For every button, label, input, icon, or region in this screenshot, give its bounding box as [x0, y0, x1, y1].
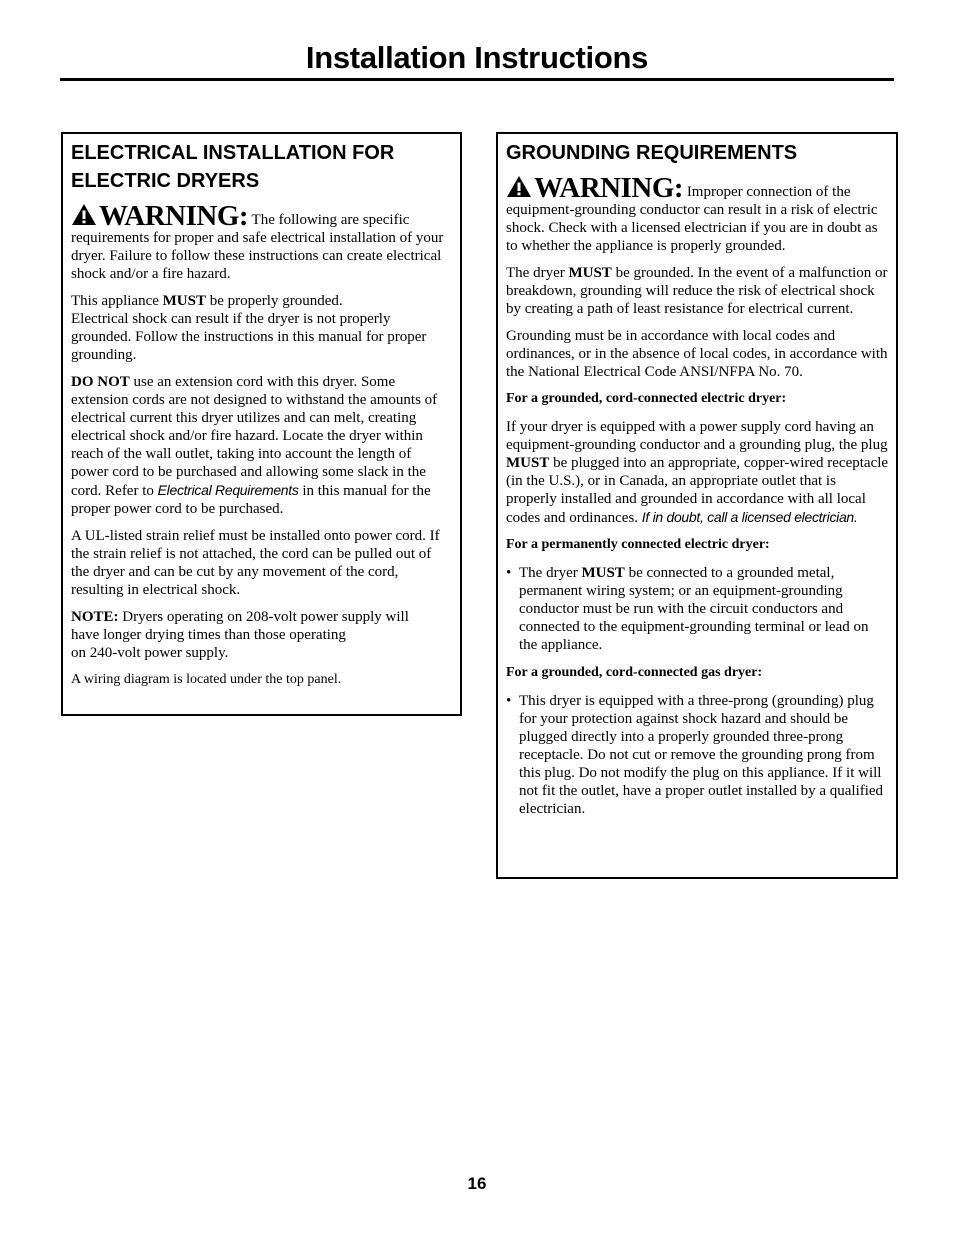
- emphasis: MUST: [581, 565, 625, 581]
- note-label: NOTE:: [71, 609, 119, 625]
- warning-label: WARNING:: [534, 172, 684, 204]
- cord-connected-gas-subheading: For a grounded, cord-connected gas dryer:: [506, 665, 763, 680]
- text: Dryers operating on 208-volt power supply will: [118, 609, 409, 625]
- must-be-grounded-paragraph: [506, 264, 890, 318]
- list-item: • This dryer is equipped with a three-prong (grounding) plug for your protection against shock hazard and should be plugged directly into a properly grounded three-prong receptacle. Do not cut or remove the grounding prong from this plug. Do not modify the plug on this appliance. If it will not fit the outlet, have a proper outlet installed by a qualified electrician.: [506, 692, 890, 818]
- text: Electrical shock can result if the dryer is not properly grounded. Follow the instructions in this manual for proper grounding.: [71, 311, 427, 363]
- text: This appliance: [71, 293, 163, 309]
- text: be plugged into an appropriate, copper-wired receptacle (in the U.S.), or in Canada, an appropriate outlet that is properly installed and grounded in accordance with all local codes and ordinances.: [506, 455, 889, 526]
- emphasis: MUST: [506, 455, 550, 471]
- warning-paragraph: [71, 200, 452, 283]
- grounding-paragraph: [71, 292, 452, 364]
- note-paragraph: [71, 608, 452, 662]
- advice-text: If in doubt, call a licensed electrician.: [641, 509, 858, 525]
- heading-line-1: ELECTRICAL INSTALLATION FOR: [71, 142, 395, 164]
- page-title: Installation Instructions: [60, 40, 894, 81]
- permanently-connected-subheading: For a permanently connected electric dryer:: [506, 537, 770, 552]
- page-number: 16: [467, 1174, 487, 1193]
- emphasis: DO NOT: [71, 374, 130, 390]
- text: on 240-volt power supply.: [71, 645, 229, 661]
- electrical-installation-panel: [61, 132, 462, 716]
- gas-dryer-list: [506, 692, 890, 818]
- text: be properly grounded.: [205, 293, 343, 309]
- cord-connected-paragraph: [506, 418, 890, 527]
- strain-relief-paragraph: A UL-listed strain relief must be installed onto power cord. If the strain relief is not attached, the cord can be pulled out of the dryer and can be cut by any movement of the cord, resulting in electrical shock.: [71, 528, 440, 598]
- permanently-connected-list: [506, 564, 890, 654]
- extension-cord-paragraph: [71, 373, 452, 518]
- text: use an extension cord with this dryer. Some extension cords are not designed to withstand the amounts of electrical current this dryer utilizes and can melt, creating electrical shock and/or fire hazard. Locate the dryer within reach of the wall outlet, taking into account the length of power cord to be purchased and allowing some slack in the cord. Refer to: [71, 374, 438, 499]
- heading-line-2: ELECTRIC DRYERS: [71, 170, 260, 192]
- warning-triangle-icon: [506, 175, 532, 198]
- warning-text: Improper connection of the equipment-grounding conductor can result in a risk of electric shock. Check with a licensed electrician if you are in doubt as to whether the appliance is properly grounded.: [506, 184, 878, 254]
- text: The dryer: [519, 565, 582, 581]
- text: The dryer: [506, 265, 569, 281]
- grounding-requirements-panel: [496, 132, 898, 879]
- text: be grounded. In the event of a malfunction or breakdown, grounding will reduce the risk of electrical shock by creating a path of least resistance for electrical current.: [506, 265, 888, 317]
- text: in this manual for the proper power cord to be purchased.: [71, 483, 431, 517]
- cross-reference: Electrical Requirements: [157, 482, 299, 498]
- text: If your dryer is equipped with a power supply cord having an equipment-grounding conductor and a grounding plug, the plug: [506, 419, 888, 453]
- text: have longer drying times than those operating: [71, 627, 346, 643]
- warning-label: WARNING:: [99, 200, 249, 232]
- emphasis: MUST: [568, 265, 612, 281]
- codes-paragraph: Grounding must be in accordance with local codes and ordinances, or in the absence of local codes, in accordance with the National Electrical Code ANSI/NFPA No. 70.: [506, 328, 888, 380]
- warning-triangle-icon: [71, 203, 97, 226]
- electrical-installation-heading: [71, 139, 452, 195]
- list-item: [506, 564, 890, 654]
- cord-connected-electric-subheading: For a grounded, cord-connected electric dryer:: [506, 391, 787, 406]
- warning-text: The following are specific requirements for proper and safe electrical installation of your dryer. Failure to follow these instructions can create electrical shock and/or a fire hazard.: [71, 212, 444, 282]
- grounding-requirements-heading: GROUNDING REQUIREMENTS: [506, 142, 798, 164]
- wiring-diagram-paragraph: A wiring diagram is located under the top panel.: [71, 672, 342, 687]
- text: be connected to a grounded metal, permanent wiring system; or an equipment-grounding conductor must be run with the circuit conductors and connected to the equipment-grounding terminal or lead on the appliance.: [519, 565, 869, 653]
- emphasis: MUST: [162, 293, 206, 309]
- warning-paragraph: [506, 172, 890, 255]
